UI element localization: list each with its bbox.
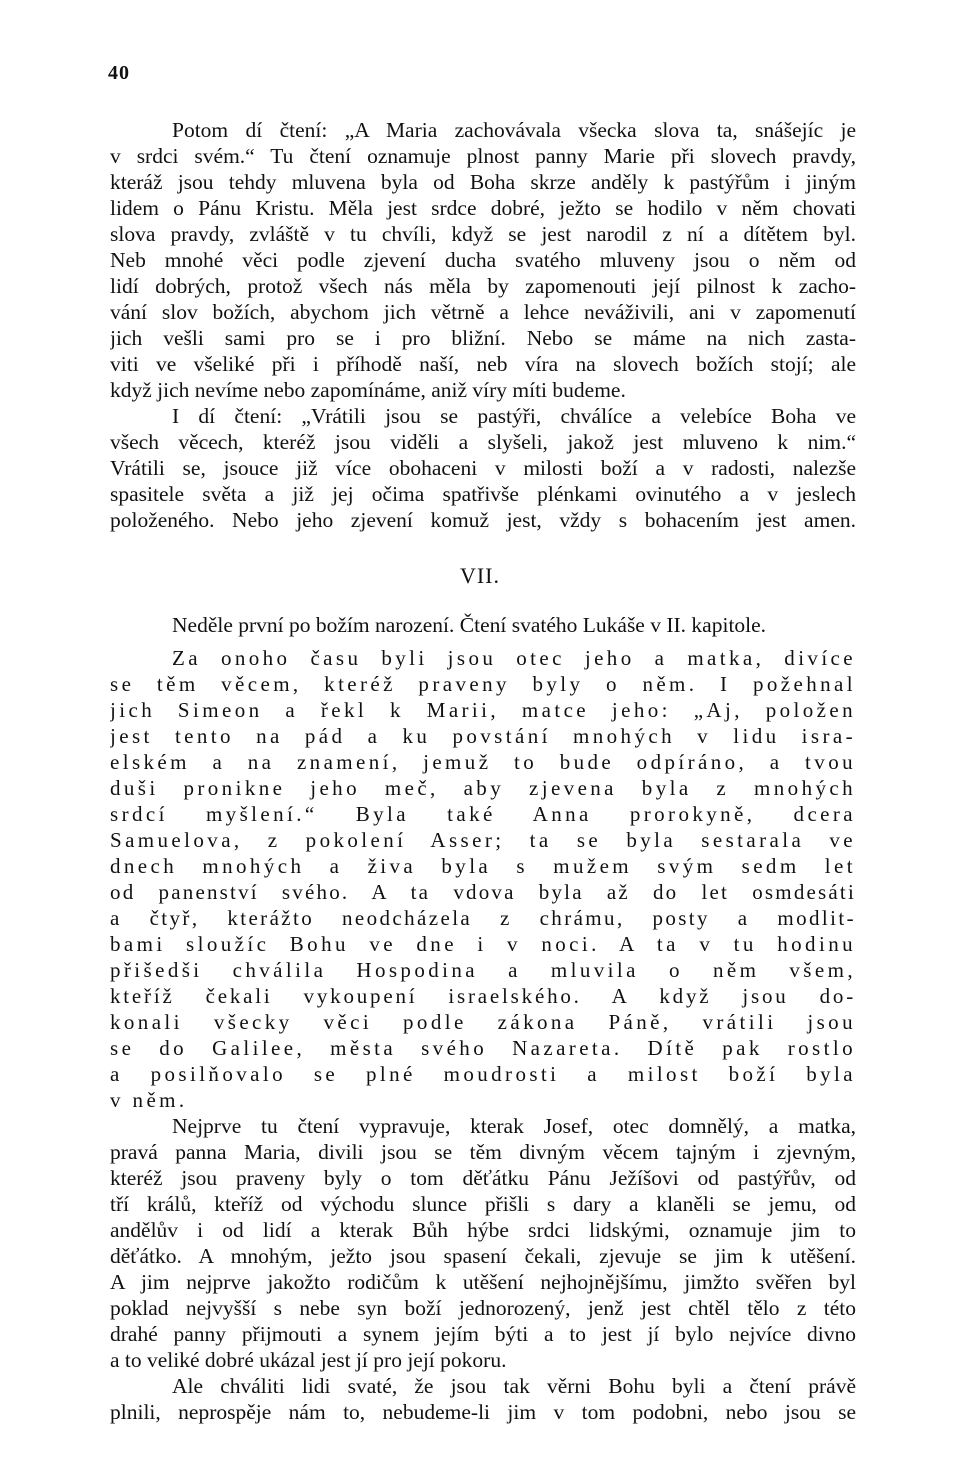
text-line: drahé panny přijmouti a synem jejím býti a to jest jí bylo nejvíce divno bbox=[110, 1322, 856, 1346]
gospel-line: a čtyř, kterážto neodcházela z chrámu, posty a modlit- bbox=[110, 906, 856, 930]
text-line: spasitele světa a již jej očima spatřivše plénkami ovinutého a v jeslech bbox=[110, 482, 856, 506]
text-line: pravá panna Maria, divili jsou se těm divným věcem tajným i zjevným, bbox=[110, 1140, 856, 1164]
gospel-line: Za onoho času byli jsou otec jeho a matka, divíce bbox=[172, 646, 856, 670]
gospel-line: jich Simeon a řekl k Marii, matce jeho: „Aj, položen bbox=[110, 698, 856, 722]
text-line: I dí čtení: „Vrátili jsou se pastýři, chválíce a velebíce Boha ve bbox=[172, 404, 856, 428]
chapter-number: VII. bbox=[459, 563, 501, 588]
gospel-line: Samuelova, z pokolení Asser; ta se byla sestarala ve bbox=[110, 828, 856, 852]
gospel-line: elském a na znamení, jemuž to bude odpíráno, a tvou bbox=[110, 750, 856, 774]
text-line: poklad nejvyšší s nebe syn boží jednorozený, jenž jest chtěl tělo z této bbox=[110, 1296, 856, 1320]
gospel-line: kteříž čekali vykoupení israelského. A když jsou do- bbox=[110, 984, 856, 1008]
text-line: vání slov božích, abychom jich větrně a lehce neváživili, ani v zapomenutí bbox=[110, 300, 856, 324]
gospel-line: se do Galilee, města svého Nazareta. Dítě pak rostlo bbox=[110, 1036, 856, 1060]
text-line: kteráž jsou tehdy mluvena byla od Boha skrze anděly k pastýřům i jiným bbox=[110, 170, 856, 194]
chapter-title: Neděle první po božím narození. Čtení svatého Lukáše v II. kapitole. bbox=[172, 613, 767, 637]
text-line: děťátko. A mnohým, ježto jsou spasení čekali, zjevuje se jim k utěšení. bbox=[110, 1244, 856, 1268]
text-line: slova pravdy, zvláště v tu chvíli, když se jest narodil z ní a dítětem byl. bbox=[110, 222, 856, 246]
gospel-line: přišedši chválila Hospodina a mluvila o něm všem, bbox=[110, 958, 856, 982]
text-line: plnili, neprospěje nám to, nebudeme-li jim v tom podobni, nebo jsou se bbox=[110, 1400, 856, 1424]
text-line: A jim nejprve jakožto rodičům k utěšení nejhojnějšímu, jimžto svěřen byl bbox=[110, 1270, 856, 1294]
gospel-line: bami sloužíc Bohu ve dne i v noci. A ta v tu hodinu bbox=[110, 932, 856, 956]
gospel-reading bbox=[110, 645, 856, 1113]
gospel-line: jest tento na pád a ku povstání mnohých v lidu isra- bbox=[110, 724, 856, 748]
gospel-line: a posilňovalo se plné moudrosti a milost boží byla bbox=[110, 1062, 856, 1086]
text-line: když jich nevíme nebo zapomínáme, aniž víry míti budeme. bbox=[110, 378, 626, 402]
gospel-line: duši pronikne jeho meč, aby zjevena byla z mnohých bbox=[110, 776, 856, 800]
text-line: kteréž jsou praveny byly o tom děťátku Pánu Ježíšovi od pastýřův, od bbox=[110, 1166, 856, 1190]
text-line: položeného. Nebo jeho zjevení komuž jest, vždy s bohacením jest amen. bbox=[110, 508, 856, 532]
commentary-section-2 bbox=[110, 1113, 856, 1425]
text-line: všech věcech, kteréž jsou viděli a slyšeli, jakož jest mluveno k nim.“ bbox=[110, 430, 856, 454]
text-line: lidí dobrých, protož všech nás měla by zapomenouti její pilnost k zacho- bbox=[110, 274, 856, 298]
gospel-line: v něm. bbox=[110, 1088, 188, 1112]
gospel-line: dnech mnohých a živa byla s mužem svým sedm let bbox=[110, 854, 856, 878]
text-line: a to veliké dobré ukázal jest jí pro její pokoru. bbox=[110, 1348, 507, 1372]
commentary-section-1 bbox=[110, 117, 856, 533]
text-line: Nejprve tu čtení vypravuje, kterak Josef, otec domnělý, a matka, bbox=[172, 1114, 856, 1138]
text-line: Potom dí čtení: „A Maria zachovávala všecka slova ta, snášejíc je bbox=[172, 118, 856, 142]
text-line: lidem o Pánu Kristu. Měla jest srdce dobré, ježto se hodilo v něm chovati bbox=[110, 196, 856, 220]
text-line: tří králů, kteříž od východu slunce přišli s dary a klaněli se jemu, od bbox=[110, 1192, 856, 1216]
text-line: andělův i od lidí a kterak Bůh hýbe srdci lidskými, oznamuje jim to bbox=[110, 1218, 856, 1242]
gospel-line: konali všecky věci podle zákona Páně, vrátili jsou bbox=[110, 1010, 856, 1034]
text-line: viti ve všeliké při i příhodě naší, neb víra na slovech božích stojí; ale bbox=[110, 352, 856, 376]
gospel-line: se těm věcem, kteréž praveny byly o něm. I požehnal bbox=[110, 672, 856, 696]
gospel-line: od panenství svého. A ta vdova byla až do let osmdesáti bbox=[110, 880, 856, 904]
text-line: Vrátili se, jsouce již více obohaceni v milosti boží a v radosti, nalezše bbox=[110, 456, 856, 480]
text-line: jich vešli sami pro se i pro bližní. Nebo se máme na nich zasta- bbox=[110, 326, 856, 350]
gospel-line: srdcí myšlení.“ Byla také Anna prorokyně, dcera bbox=[110, 802, 856, 826]
text-line: v srdci svém.“ Tu čtení oznamuje plnost panny Marie při slovech pravdy, bbox=[110, 144, 856, 168]
text-line: Neb mnohé věci podle zjevení ducha svatého mluveny jsou o něm od bbox=[110, 248, 856, 272]
page-number: 40 bbox=[108, 62, 130, 84]
text-line: Ale chváliti lidi svaté, že jsou tak věrni Bohu byli a čtení právě bbox=[172, 1374, 856, 1398]
